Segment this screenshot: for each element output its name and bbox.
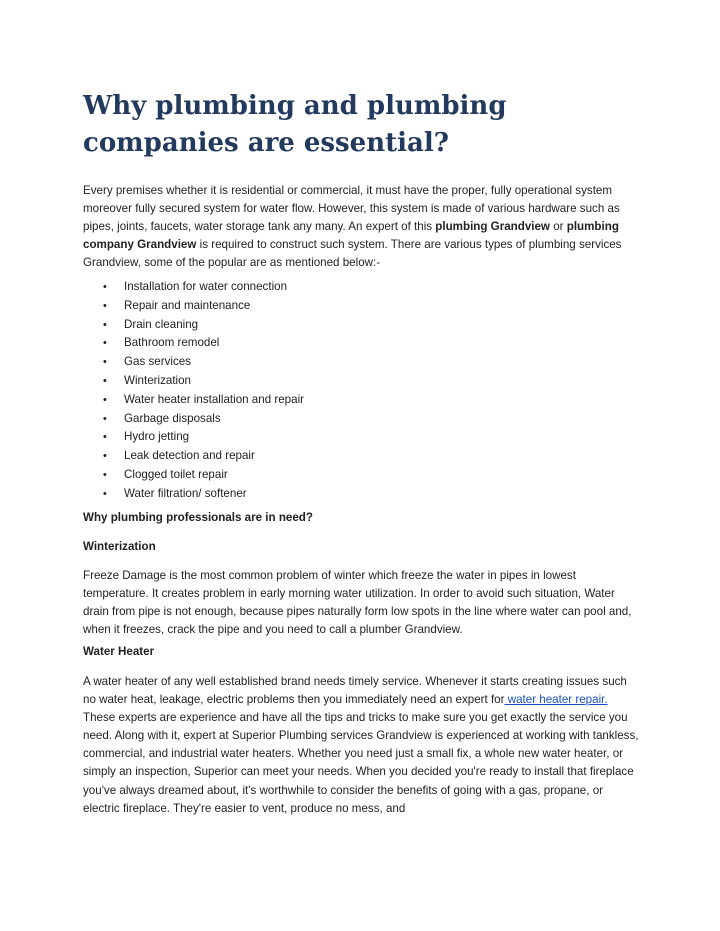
document-title: Why plumbing and plumbing companies are essential? [83, 91, 507, 158]
service-list-item [0, 410, 640, 429]
bullet-icon: • [103, 337, 107, 350]
service-label: Clogged toilet repair [124, 467, 228, 481]
keyword-plumbing-company-grandview: plumbing company Grandview [83, 220, 619, 252]
service-label: Gas services [124, 355, 192, 369]
service-label: Water heater installation and repair [124, 392, 305, 406]
service-label: Bathroom remodel [124, 336, 220, 350]
water-heater-text-1: A water heater of any well established brand needs timely service. Whenever it starts creating issues such no water heat, leakage, electric problems then you immediately need an expert for [83, 675, 627, 707]
heading-winterization: Winterization [83, 540, 156, 553]
service-list-item [0, 485, 640, 504]
bullet-icon: • [103, 299, 107, 312]
service-list-item [0, 334, 640, 353]
service-label: Repair and maintenance [124, 298, 251, 312]
heading-water-heater: Water Heater [83, 645, 155, 658]
service-label: Water filtration/ softener [124, 486, 247, 500]
service-list-item [0, 353, 640, 372]
service-label: Drain cleaning [124, 317, 199, 331]
water-heater-paragraph [83, 673, 639, 818]
bullet-icon: • [103, 281, 107, 293]
service-label: Leak detection and repair [124, 449, 255, 463]
bullet-icon: • [103, 450, 107, 463]
bullet-icon: • [103, 412, 107, 425]
bullet-icon: • [103, 487, 107, 500]
service-list-item [0, 316, 640, 335]
service-list-item [0, 447, 640, 466]
intro-paragraph [83, 182, 639, 272]
service-list-item [0, 428, 640, 447]
service-list-item [0, 391, 640, 410]
bullet-icon: • [103, 431, 107, 444]
bullet-icon: • [103, 374, 107, 387]
service-list-item [0, 466, 640, 485]
bullet-icon: • [103, 318, 107, 331]
bullet-icon: • [103, 468, 107, 481]
service-label: Installation for water connection [124, 280, 288, 293]
bullet-icon: • [103, 356, 107, 369]
intro-text-3: is required to construct such system. There are various types of plumbing services Grandview, some of the popular are as mentioned below:- [83, 238, 622, 270]
water-heater-repair-link[interactable]: water heater repair. [504, 693, 608, 707]
intro-text-2: or [549, 220, 567, 234]
service-label: Garbage disposals [124, 411, 221, 425]
intro-text-1: Every premises whether it is residential or commercial, it must have the proper, fully operational system moreover fully secured system for water flow. However, this system is made of various hardware such as pipes, joints, faucets, water storage tank any many. An expert of this [83, 184, 620, 234]
service-list-item [0, 278, 640, 297]
keyword-plumbing-grandview: plumbing Grandview [435, 220, 550, 234]
bullet-icon: • [103, 393, 107, 406]
service-label: Hydro jetting [124, 430, 190, 444]
winterization-paragraph: Freeze Damage is the most common problem of winter which freeze the water in pipes in lowest temperature. It creates problem in early morning water utilization. In order to avoid such situation, Water drain from pipe is not enough, because pipes naturally form low spots in the line where water can pool and, when it freezes, crack the pipe and you need to call a plumber Grandview. [83, 569, 632, 637]
water-heater-text-2: These experts are experience and have all the tips and tricks to make sure you get exactly the service you need. Along with it, expert at Superior Plumbing services Grandview is experienced at working with tankless, commercial, and industrial water heaters. Whether you need just a small fix, a whole new water heater, or simply an inspection, Superior can meet your needs. When you decided you're ready to install that fireplace you've always dreamed about, it's worthwhile to consider the benefits of going with a gas, propane, or electric fireplace. They're easier to vent, produce no mess, and [83, 711, 639, 815]
service-list-item [0, 297, 640, 316]
service-label: Winterization [124, 373, 192, 387]
services-list [0, 278, 640, 504]
section-heading-why-professionals: Why plumbing professionals are in need? [83, 511, 313, 524]
service-list-item [0, 372, 640, 391]
